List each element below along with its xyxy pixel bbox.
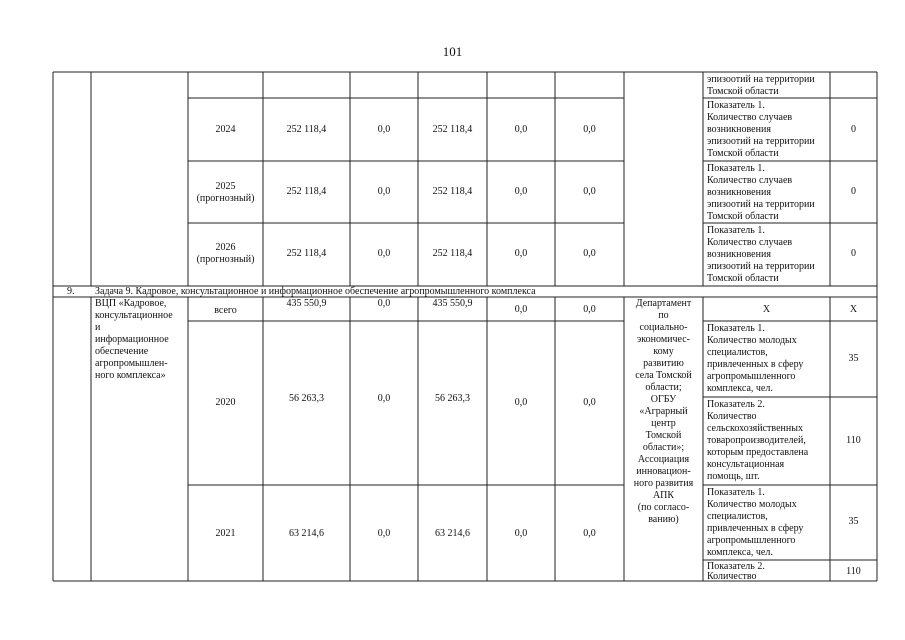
program-name-line: агропромышлен- bbox=[95, 358, 168, 369]
program-name-line: ВЦП «Кадровое, bbox=[95, 298, 167, 309]
total-2020: 56 263,3 bbox=[289, 393, 324, 404]
indicator-2026-line: Показатель 1. bbox=[707, 225, 765, 236]
year-2025-note: (прогнозный) bbox=[196, 193, 255, 204]
indicator-2020-1-line: комплекса, чел. bbox=[707, 383, 773, 394]
year-2020: 2020 bbox=[215, 397, 236, 408]
c3-2024: 0,0 bbox=[514, 124, 528, 135]
total-2026: 252 118,4 bbox=[286, 248, 327, 259]
total-row-c3: 0,0 bbox=[514, 304, 528, 315]
executor-line: развитию bbox=[643, 358, 684, 369]
c1-2026: 0,0 bbox=[377, 248, 391, 259]
c2-2025: 252 118,4 bbox=[432, 186, 473, 197]
indicator-2021-1-line: специалистов, bbox=[707, 511, 768, 522]
carryover-indicator-line-1: эпизоотий на территории bbox=[707, 74, 815, 85]
total-row-c2: 435 550,9 bbox=[432, 298, 473, 309]
c2-2024: 252 118,4 bbox=[432, 124, 473, 135]
c4-2026: 0,0 bbox=[583, 248, 596, 259]
c2-2021: 63 214,6 bbox=[435, 528, 470, 539]
executor-line: Томской bbox=[645, 430, 682, 441]
value-2026: 0 bbox=[851, 248, 856, 259]
program-name-line: консультационное bbox=[95, 310, 173, 321]
total-2021: 63 214,6 bbox=[289, 528, 324, 539]
indicator-2025-line: эпизоотий на территории bbox=[707, 199, 815, 210]
total-row-c4: 0,0 bbox=[583, 304, 596, 315]
executor-line: центр bbox=[651, 418, 676, 429]
executor-line: Ассоциация bbox=[637, 454, 690, 465]
indicator-2020-2-line: которым предоставлена bbox=[707, 447, 809, 458]
program-name-line: обеспечение bbox=[95, 346, 149, 357]
c4-2024: 0,0 bbox=[583, 124, 596, 135]
indicator-2021-1-line: агропромышленного bbox=[707, 535, 796, 546]
indicator-2020-2-line: консультационная bbox=[707, 459, 785, 470]
indicator-2020-1-line: специалистов, bbox=[707, 347, 768, 358]
indicator-2020-1-line: агропромышленного bbox=[707, 371, 796, 382]
year-2026-note: (прогнозный) bbox=[196, 254, 255, 265]
indicator-2026-line: Количество случаев bbox=[707, 237, 793, 248]
c4-2025: 0,0 bbox=[583, 186, 596, 197]
executor-line: области»; bbox=[642, 442, 685, 453]
executor-line: ного развития bbox=[633, 478, 694, 489]
executor-line: кому bbox=[653, 346, 674, 357]
indicator-2024-line: Показатель 1. bbox=[707, 100, 765, 111]
executor-line: по bbox=[658, 310, 669, 321]
indicator-2021-1-line: комплекса, чел. bbox=[707, 547, 773, 558]
program-name-line: и bbox=[95, 322, 101, 333]
indicator-2021-2-line: Показатель 2. bbox=[707, 561, 765, 572]
indicator-2020-1-line: Количество молодых bbox=[707, 335, 797, 346]
c3-2020: 0,0 bbox=[514, 397, 528, 408]
indicator-2026-line: эпизоотий на территории bbox=[707, 261, 815, 272]
year-2021: 2021 bbox=[215, 528, 236, 539]
c1-2020: 0,0 bbox=[377, 393, 391, 404]
carryover-indicator-line-2: Томской области bbox=[707, 86, 779, 97]
executor-line: АПК bbox=[652, 490, 675, 501]
executor-line: социально- bbox=[639, 322, 688, 333]
total-row-c1: 0,0 bbox=[377, 298, 391, 309]
executor-line: области; bbox=[645, 382, 682, 393]
c1-2025: 0,0 bbox=[377, 186, 391, 197]
program-name-line: информационное bbox=[95, 334, 169, 345]
indicator-2021-1-line: Количество молодых bbox=[707, 499, 797, 510]
indicator-2024-line: Томской области bbox=[707, 148, 779, 159]
value-2021-1: 35 bbox=[848, 516, 859, 527]
executor-line: инновацион- bbox=[636, 466, 691, 477]
task-title: Задача 9. Кадровое, консультационное и информационное обеспечение агропромышленного комплекса bbox=[95, 286, 536, 297]
executor-line: ванию) bbox=[648, 514, 679, 525]
c4-2020: 0,0 bbox=[583, 397, 596, 408]
indicator-2025-line: возникновения bbox=[707, 187, 771, 198]
indicator-2024-line: эпизоотий на территории bbox=[707, 136, 815, 147]
total-2024: 252 118,4 bbox=[286, 124, 327, 135]
value-2025: 0 bbox=[851, 186, 856, 197]
value-2020-1: 35 bbox=[848, 353, 859, 364]
total-2025: 252 118,4 bbox=[286, 186, 327, 197]
c3-2026: 0,0 bbox=[514, 248, 528, 259]
executor-line: «Аграрный bbox=[639, 406, 688, 417]
indicator-2025-line: Количество случаев bbox=[707, 175, 793, 186]
c3-2021: 0,0 bbox=[514, 528, 528, 539]
c3-2025: 0,0 bbox=[514, 186, 528, 197]
indicator-2026-line: Томской области bbox=[707, 273, 779, 284]
total-row-value: Х bbox=[849, 304, 858, 315]
indicator-2025-line: Томской области bbox=[707, 211, 779, 222]
c1-2024: 0,0 bbox=[377, 124, 391, 135]
indicator-2020-2-line: помощь, шт. bbox=[707, 471, 760, 482]
indicator-2025-line: Показатель 1. bbox=[707, 163, 765, 174]
c2-2020: 56 263,3 bbox=[435, 393, 470, 404]
indicator-2020-1-line: Показатель 1. bbox=[707, 323, 765, 334]
task-number: 9. bbox=[67, 286, 75, 297]
total-row-total: 435 550,9 bbox=[286, 298, 327, 309]
program-name-line: ного комплекса» bbox=[95, 370, 166, 381]
total-row-indicator: Х bbox=[762, 304, 771, 315]
indicator-2026-line: возникновения bbox=[707, 249, 771, 260]
indicator-2020-2-line: Показатель 2. bbox=[707, 399, 765, 410]
indicator-2021-1-line: привлеченных в сферу bbox=[707, 523, 804, 534]
indicator-2020-1-line: привлеченных в сферу bbox=[707, 359, 804, 370]
executor-line: (по согласо- bbox=[637, 502, 690, 513]
value-2024: 0 bbox=[851, 124, 856, 135]
year-2024: 2024 bbox=[215, 124, 236, 135]
page-number: 101 bbox=[442, 44, 463, 59]
indicator-2024-line: возникновения bbox=[707, 124, 771, 135]
indicator-2020-2-line: товаропроизводителей, bbox=[707, 435, 806, 446]
year-2026: 2026 bbox=[215, 242, 236, 253]
indicator-2020-2-line: сельскохозяйственных bbox=[707, 423, 803, 434]
c1-2021: 0,0 bbox=[377, 528, 391, 539]
indicator-2021-2-line: Количество bbox=[707, 571, 757, 582]
c2-2026: 252 118,4 bbox=[432, 248, 473, 259]
c4-2021: 0,0 bbox=[583, 528, 596, 539]
indicator-2024-line: Количество случаев bbox=[707, 112, 793, 123]
executor-line: села Томской bbox=[635, 370, 692, 381]
value-2021-2: 110 bbox=[846, 566, 861, 577]
value-2020-2: 110 bbox=[846, 435, 861, 446]
indicator-2020-2-line: Количество bbox=[707, 411, 757, 422]
executor-line: ОГБУ bbox=[650, 394, 677, 405]
total-row-label: всего bbox=[214, 305, 237, 316]
executor-line: экономичес- bbox=[637, 334, 690, 345]
year-2025: 2025 bbox=[215, 181, 236, 192]
indicator-2021-1-line: Показатель 1. bbox=[707, 487, 765, 498]
executor-line: Департамент bbox=[635, 298, 692, 309]
